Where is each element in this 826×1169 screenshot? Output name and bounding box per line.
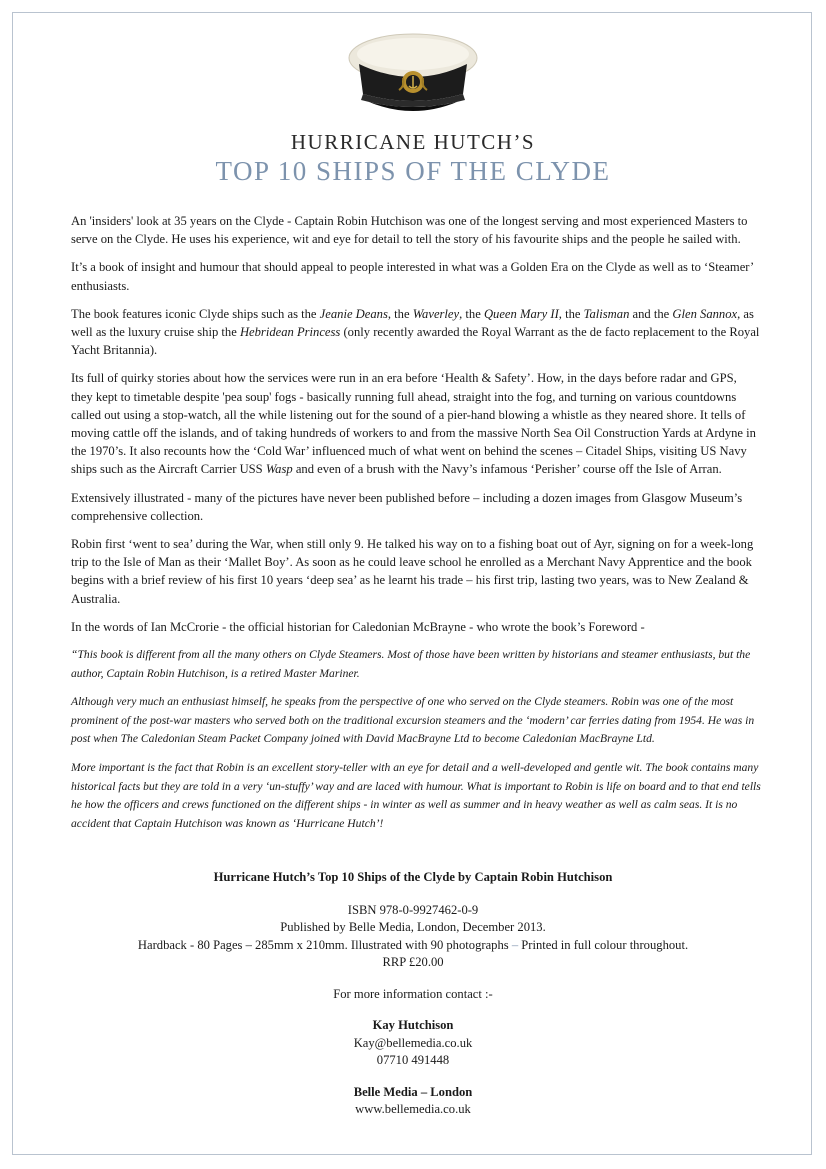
- paragraph-foreword-intro: In the words of Ian McCrorie - the official historian for Caledonian McBrayne - who wrote the book’s Foreword -: [71, 619, 645, 634]
- ship-name: Hebridean Princess: [239, 325, 341, 340]
- foreword-quote: [71, 646, 761, 833]
- paragraph-illustrated: Extensively illustrated - many of the pictures have never been published before – including a dozen images from Glasgow Museum’s comprehensive collection.: [71, 490, 743, 523]
- paragraph-insight: It’s a book of insight and humour that should appeal to people interested in what was a Golden Era on the Clyde as well as to ‘Steamer’ enthusiasts.: [71, 260, 754, 293]
- publication-info: [0, 869, 826, 1119]
- text-span: , as well as the luxury cruise ship the: [71, 306, 754, 340]
- paragraph-ships: [71, 305, 761, 360]
- text-span: Its full of quirky stories about how the services were run in an era before ‘Health & Safety’. How, in the days before radar and GPS, they kept to timetable despite 'pea soup' fogs - basically running full ahead, straight into the fog, and turning on various countdowns called out using a stop-watch, all the while listening out for the sound of a pier-hand blowing a whistle as they neared shore. It tells of moving cattle off the islands, and of taking hundreds of workers to and from the massive North Sea Oil Construction Yards at Ardyne in the 1970’s. It also recounts how the ‘Cold War’ influenced much of what went on behind the scenes – Citadel Ships, visiting US Navy ships such as the Aircraft Carrier USS: [71, 371, 756, 477]
- title-line-2: TOP 10 SHIPS OF THE CLYDE: [215, 156, 611, 186]
- paragraph-biography: Robin first ‘went to sea’ during the War, when still only 9. He talked his way on to a fishing boat out of Ayr, signing on for a week-long trip to the Isle of Man as their ‘Mallet Boy’. As soon as he could leave school he enrolled as a Merchant Navy Apprentice and the book begins with a brief review of his first 10 years ‘deep sea’ as he learnt his trade – his first trip, lasting two years, was to New Zealand & Australia.: [71, 537, 754, 606]
- contact-name: Kay Hutchison: [372, 1018, 454, 1032]
- paragraph-stories: [71, 369, 761, 478]
- quote-paragraph: “This book is different from all the many others on Clyde Steamers. Most of those have been written by historians and steamer enthusiasts, but the author, Captain Robin Hutchison, is a retired Master Mariner.: [71, 648, 751, 680]
- quote-paragraph: Although very much an enthusiast himself, he speaks from the perspective of one who served on the Clyde steamers. Robin was one of the most prominent of the post-war masters who served both on the traditional excursion steamers and the ‘modern’ car ferries dating from 1954. He was in post when The Caledonian Steam Packet Company joined with David MacBrayne Ltd to become Caledonian MacBrayne Ltd.: [71, 695, 755, 746]
- title-line-1: HURRICANE HUTCH’S: [290, 130, 536, 154]
- company-name: Belle Media – London: [353, 1084, 473, 1099]
- rrp: RRP £20.00: [382, 955, 444, 969]
- ship-name: Wasp: [265, 462, 293, 477]
- contact-intro: For more information contact :-: [333, 986, 493, 1001]
- format-line: [0, 937, 826, 955]
- captain-cap-icon: [341, 28, 485, 120]
- article-body: [71, 212, 761, 843]
- ship-name: Glen Sannox: [672, 306, 738, 321]
- ship-name: Talisman: [583, 306, 630, 321]
- paragraph-intro: An 'insiders' look at 35 years on the Clyde - Captain Robin Hutchison was one of the longest serving and most experienced Masters to serve on the Clyde. He uses his experience, wit and eye for detail to tell the story of his favourite ships and the people he sailed with.: [71, 214, 748, 247]
- text-span: , the: [558, 306, 584, 321]
- book-title-line: Hurricane Hutch’s Top 10 Ships of the Clyde by Captain Robin Hutchison: [213, 870, 613, 884]
- contact-phone: 07710 491448: [376, 1053, 450, 1067]
- company-website[interactable]: www.bellemedia.co.uk: [355, 1102, 471, 1116]
- text-span: , the: [459, 306, 484, 321]
- text-span: (only recently awarded the Royal Warrant as the de facto replacement to the Royal Yacht Britannia).: [71, 325, 760, 358]
- text-span: Printed in full colour throughout.: [518, 937, 689, 952]
- text-span: The book features iconic Clyde ships such as the: [71, 306, 320, 321]
- text-span: and the: [629, 306, 673, 321]
- contact-email[interactable]: Kay@bellemedia.co.uk: [353, 1035, 473, 1050]
- ship-name: Jeanie Deans: [319, 306, 388, 321]
- ship-name: Queen Mary II: [483, 306, 559, 321]
- ship-name: Waverley: [412, 306, 460, 321]
- text-span: , the: [387, 306, 413, 321]
- text-span: and even of a brush with the Navy’s infamous ‘Perisher’ course off the Isle of Arran.: [292, 462, 722, 477]
- text-span: Hardback - 80 Pages – 285mm x 210mm. Illustrated with 90 photographs: [137, 937, 512, 952]
- format-dash: –: [511, 937, 519, 952]
- published-line: Published by Belle Media, London, December 2013.: [280, 920, 546, 934]
- isbn: ISBN 978-0-9927462-0-9: [347, 902, 479, 917]
- quote-paragraph: More important is the fact that Robin is an excellent story-teller with an eye for detail and a well-developed and gentle wit. The book contains many historical facts but they are told in a very ‘un-stuffy’ way and are laced with humour. What is important to Robin is life on board and to that end tells he how the officers and crews functioned on the different ships - in winter as well as summer and in heavy weather as well as calm seas. It is no accident that Captain Hutchison was known as ‘Hurricane Hutch’!: [71, 761, 761, 830]
